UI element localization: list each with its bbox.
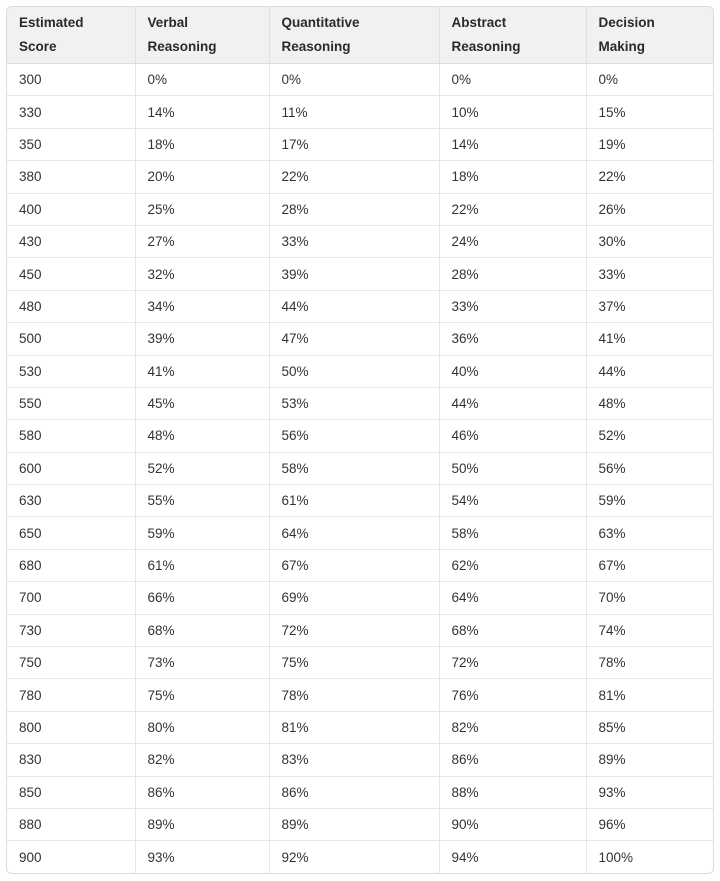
decision-making-cell: 30% [586, 225, 713, 257]
verbal-reasoning-cell: 34% [135, 290, 269, 322]
estimated-score-cell: 600 [7, 452, 135, 484]
table-row [7, 420, 713, 452]
abstract-reasoning-cell: 82% [439, 711, 586, 743]
verbal-reasoning-cell: 0% [135, 64, 269, 96]
estimated-score-cell: 730 [7, 614, 135, 646]
table-row [7, 355, 713, 387]
abstract-reasoning-cell: 0% [439, 64, 586, 96]
abstract-reasoning-cell: 86% [439, 744, 586, 776]
decision-making-cell: 67% [586, 549, 713, 581]
verbal-reasoning-cell: 25% [135, 193, 269, 225]
verbal-reasoning-cell: 41% [135, 355, 269, 387]
decision-making-cell: 89% [586, 744, 713, 776]
header-quantitative-reasoning: Quantitative Reasoning [269, 7, 439, 64]
quantitative-reasoning-cell: 67% [269, 549, 439, 581]
header-abstract-reasoning: Abstract Reasoning [439, 7, 586, 64]
estimated-score-cell: 300 [7, 64, 135, 96]
verbal-reasoning-cell: 45% [135, 387, 269, 419]
estimated-score-cell: 780 [7, 679, 135, 711]
decision-making-cell: 78% [586, 647, 713, 679]
estimated-score-cell: 350 [7, 128, 135, 160]
table-row [7, 776, 713, 808]
verbal-reasoning-cell: 68% [135, 614, 269, 646]
verbal-reasoning-cell: 48% [135, 420, 269, 452]
abstract-reasoning-cell: 46% [439, 420, 586, 452]
verbal-reasoning-cell: 93% [135, 841, 269, 873]
decision-making-cell: 52% [586, 420, 713, 452]
decision-making-cell: 0% [586, 64, 713, 96]
abstract-reasoning-cell: 50% [439, 452, 586, 484]
verbal-reasoning-cell: 32% [135, 258, 269, 290]
quantitative-reasoning-cell: 11% [269, 96, 439, 128]
abstract-reasoning-cell: 40% [439, 355, 586, 387]
verbal-reasoning-cell: 18% [135, 128, 269, 160]
quantitative-reasoning-cell: 50% [269, 355, 439, 387]
table-row [7, 128, 713, 160]
table-row [7, 744, 713, 776]
quantitative-reasoning-cell: 75% [269, 647, 439, 679]
quantitative-reasoning-cell: 33% [269, 225, 439, 257]
quantitative-reasoning-cell: 92% [269, 841, 439, 873]
abstract-reasoning-cell: 94% [439, 841, 586, 873]
estimated-score-cell: 750 [7, 647, 135, 679]
abstract-reasoning-cell: 58% [439, 517, 586, 549]
table-row [7, 387, 713, 419]
table-row [7, 582, 713, 614]
table-row [7, 258, 713, 290]
verbal-reasoning-cell: 61% [135, 549, 269, 581]
estimated-score-cell: 630 [7, 485, 135, 517]
quantitative-reasoning-cell: 44% [269, 290, 439, 322]
abstract-reasoning-cell: 54% [439, 485, 586, 517]
decision-making-cell: 26% [586, 193, 713, 225]
table-row [7, 161, 713, 193]
quantitative-reasoning-cell: 72% [269, 614, 439, 646]
abstract-reasoning-cell: 33% [439, 290, 586, 322]
table-row [7, 517, 713, 549]
estimated-score-cell: 650 [7, 517, 135, 549]
table-row [7, 225, 713, 257]
decision-making-cell: 33% [586, 258, 713, 290]
estimated-score-cell: 800 [7, 711, 135, 743]
verbal-reasoning-cell: 82% [135, 744, 269, 776]
verbal-reasoning-cell: 27% [135, 225, 269, 257]
decision-making-cell: 63% [586, 517, 713, 549]
estimated-score-cell: 530 [7, 355, 135, 387]
quantitative-reasoning-cell: 61% [269, 485, 439, 517]
verbal-reasoning-cell: 66% [135, 582, 269, 614]
decision-making-cell: 81% [586, 679, 713, 711]
verbal-reasoning-cell: 39% [135, 323, 269, 355]
abstract-reasoning-cell: 64% [439, 582, 586, 614]
abstract-reasoning-cell: 88% [439, 776, 586, 808]
verbal-reasoning-cell: 52% [135, 452, 269, 484]
table-row [7, 549, 713, 581]
quantitative-reasoning-cell: 83% [269, 744, 439, 776]
decision-making-cell: 22% [586, 161, 713, 193]
abstract-reasoning-cell: 10% [439, 96, 586, 128]
verbal-reasoning-cell: 73% [135, 647, 269, 679]
table-row [7, 290, 713, 322]
quantitative-reasoning-cell: 58% [269, 452, 439, 484]
estimated-score-cell: 430 [7, 225, 135, 257]
quantitative-reasoning-cell: 28% [269, 193, 439, 225]
verbal-reasoning-cell: 75% [135, 679, 269, 711]
decision-making-cell: 15% [586, 96, 713, 128]
table-row [7, 485, 713, 517]
abstract-reasoning-cell: 18% [439, 161, 586, 193]
estimated-score-cell: 400 [7, 193, 135, 225]
quantitative-reasoning-cell: 64% [269, 517, 439, 549]
score-table-container [6, 6, 714, 874]
verbal-reasoning-cell: 89% [135, 808, 269, 840]
header-decision-making: Decision Making [586, 7, 713, 64]
verbal-reasoning-cell: 14% [135, 96, 269, 128]
abstract-reasoning-cell: 72% [439, 647, 586, 679]
abstract-reasoning-cell: 62% [439, 549, 586, 581]
abstract-reasoning-cell: 44% [439, 387, 586, 419]
table-row [7, 841, 713, 873]
score-conversion-table [7, 7, 713, 873]
estimated-score-cell: 850 [7, 776, 135, 808]
estimated-score-cell: 380 [7, 161, 135, 193]
decision-making-cell: 85% [586, 711, 713, 743]
quantitative-reasoning-cell: 69% [269, 582, 439, 614]
decision-making-cell: 37% [586, 290, 713, 322]
header-verbal-reasoning: Verbal Reasoning [135, 7, 269, 64]
verbal-reasoning-cell: 59% [135, 517, 269, 549]
quantitative-reasoning-cell: 56% [269, 420, 439, 452]
table-row [7, 193, 713, 225]
quantitative-reasoning-cell: 89% [269, 808, 439, 840]
table-row [7, 679, 713, 711]
quantitative-reasoning-cell: 39% [269, 258, 439, 290]
abstract-reasoning-cell: 36% [439, 323, 586, 355]
decision-making-cell: 100% [598, 849, 634, 865]
estimated-score-cell: 700 [7, 582, 135, 614]
quantitative-reasoning-cell: 81% [269, 711, 439, 743]
estimated-score-cell: 830 [7, 744, 135, 776]
abstract-reasoning-cell: 28% [439, 258, 586, 290]
estimated-score-cell: 550 [7, 387, 135, 419]
verbal-reasoning-cell: 20% [135, 161, 269, 193]
abstract-reasoning-cell: 14% [439, 128, 586, 160]
verbal-reasoning-cell: 86% [135, 776, 269, 808]
table-row [7, 452, 713, 484]
abstract-reasoning-cell: 76% [439, 679, 586, 711]
decision-making-cell: 56% [586, 452, 713, 484]
table-body [7, 64, 713, 873]
table-row [7, 614, 713, 646]
abstract-reasoning-cell: 68% [439, 614, 586, 646]
decision-making-cell: 59% [586, 485, 713, 517]
verbal-reasoning-cell: 80% [135, 711, 269, 743]
table-row [7, 64, 713, 96]
estimated-score-cell: 500 [7, 323, 135, 355]
estimated-score-cell: 880 [7, 808, 135, 840]
table-header-row [7, 7, 713, 64]
estimated-score-cell: 580 [7, 420, 135, 452]
verbal-reasoning-cell: 55% [135, 485, 269, 517]
abstract-reasoning-cell: 90% [439, 808, 586, 840]
estimated-score-cell: 680 [7, 549, 135, 581]
table-row [7, 323, 713, 355]
decision-making-cell: 74% [586, 614, 713, 646]
decision-making-cell: 19% [586, 128, 713, 160]
abstract-reasoning-cell: 22% [439, 193, 586, 225]
decision-making-cell: 93% [586, 776, 713, 808]
quantitative-reasoning-cell: 78% [269, 679, 439, 711]
quantitative-reasoning-cell: 86% [269, 776, 439, 808]
abstract-reasoning-cell: 24% [439, 225, 586, 257]
decision-making-cell: 41% [586, 323, 713, 355]
decision-making-cell: 48% [586, 387, 713, 419]
quantitative-reasoning-cell: 47% [269, 323, 439, 355]
decision-making-cell: 96% [586, 808, 713, 840]
estimated-score-cell: 330 [7, 96, 135, 128]
estimated-score-cell: 450 [7, 258, 135, 290]
quantitative-reasoning-cell: 53% [269, 387, 439, 419]
decision-making-cell: 70% [586, 582, 713, 614]
quantitative-reasoning-cell: 17% [269, 128, 439, 160]
quantitative-reasoning-cell: 0% [269, 64, 439, 96]
estimated-score-cell: 900 [7, 841, 135, 873]
estimated-score-cell: 480 [7, 290, 135, 322]
decision-making-cell: 44% [586, 355, 713, 387]
table-row [7, 711, 713, 743]
header-estimated-score: Estimated Score [7, 7, 135, 64]
quantitative-reasoning-cell: 22% [269, 161, 439, 193]
table-row [7, 647, 713, 679]
table-row [7, 96, 713, 128]
table-row [7, 808, 713, 840]
